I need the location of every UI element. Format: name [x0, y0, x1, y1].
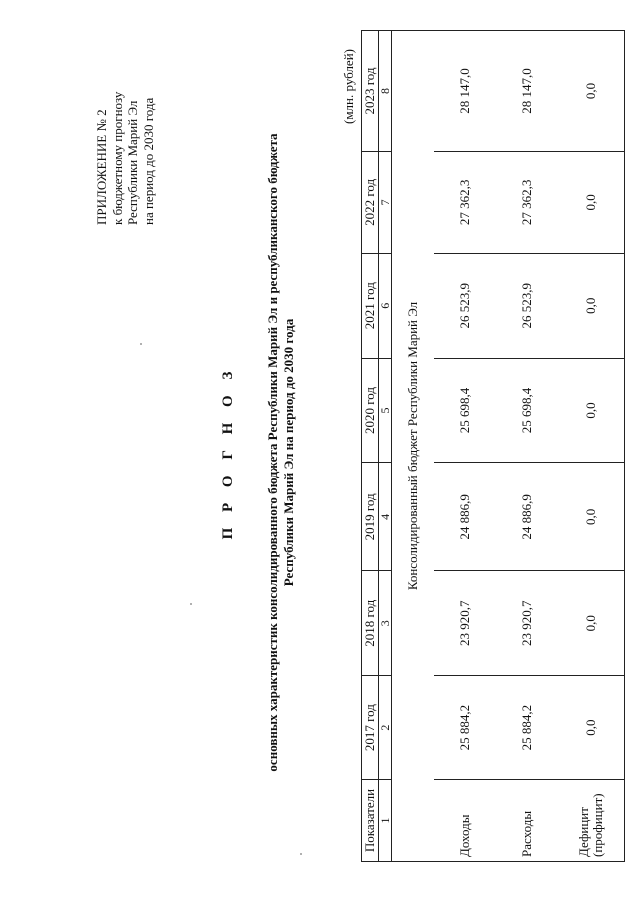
budget-table	[361, 30, 625, 862]
column-number: 4	[379, 463, 392, 571]
row-label-line: Дефицит	[576, 807, 591, 857]
annex-block	[94, 25, 156, 225]
row-label: Расходы	[496, 780, 558, 862]
column-header: 2021 год	[362, 253, 379, 358]
table-cell: 28 147,0	[434, 31, 496, 152]
table-cell: 0,0	[558, 358, 625, 463]
subtitle-line: основных характеристик консолидированного бюджета Республики Марий Эл и республиканского бюджета	[265, 133, 280, 772]
table-row	[558, 31, 625, 862]
scan-speck	[140, 343, 142, 345]
row-label	[558, 780, 625, 862]
column-header: 2018 год	[362, 571, 379, 676]
table-cell: 27 362,3	[496, 151, 558, 253]
column-header: 2020 год	[362, 358, 379, 463]
table-row	[496, 31, 558, 862]
column-number: 7	[379, 151, 392, 253]
document-subtitle	[265, 0, 296, 905]
table-cell: 26 523,9	[496, 253, 558, 358]
section-title: Консолидированный бюджет Республики Марий Эл	[392, 31, 435, 862]
table-cell: 0,0	[558, 463, 625, 571]
column-number: 5	[379, 358, 392, 463]
table-cell: 24 886,9	[434, 463, 496, 571]
subtitle-line: Республики Марий Эл на период до 2030 года	[280, 318, 296, 587]
row-label-line: (профицит)	[590, 793, 605, 857]
column-number: 3	[379, 571, 392, 676]
scan-speck	[190, 603, 192, 605]
annex-line: к бюджетному прогнозу	[109, 91, 125, 225]
table-cell: 0,0	[558, 31, 625, 152]
table-cell: 0,0	[558, 253, 625, 358]
table-cell: 0,0	[558, 571, 625, 676]
annex-number: ПРИЛОЖЕНИЕ № 2	[94, 109, 109, 225]
column-header: 2022 год	[362, 151, 379, 253]
row-label: Доходы	[434, 780, 496, 862]
column-number: 1	[379, 780, 392, 862]
column-number: 2	[379, 676, 392, 780]
column-number: 8	[379, 31, 392, 152]
section-row	[392, 31, 435, 862]
scan-speck	[300, 853, 302, 855]
column-number-row	[379, 31, 392, 862]
table-cell: 28 147,0	[496, 31, 558, 152]
table-cell: 26 523,9	[434, 253, 496, 358]
column-header: 2019 год	[362, 463, 379, 571]
table-cell: 23 920,7	[496, 571, 558, 676]
units-note: (млн. рублей)	[341, 49, 356, 124]
annex-line: на период до 2030 года	[140, 97, 156, 225]
annex-line: Республики Марий Эл	[125, 100, 140, 225]
table-cell: 24 886,9	[496, 463, 558, 571]
column-header: Показатели	[362, 780, 379, 862]
table-cell: 25 884,2	[496, 676, 558, 780]
table-cell: 25 884,2	[434, 676, 496, 780]
table-cell: 0,0	[558, 151, 625, 253]
table-cell: 27 362,3	[434, 151, 496, 253]
table-cell: 0,0	[558, 676, 625, 780]
table-cell: 25 698,4	[434, 358, 496, 463]
table-cell: 23 920,7	[434, 571, 496, 676]
column-header: 2017 год	[362, 676, 379, 780]
column-header: 2023 год	[362, 31, 379, 152]
document-title: П Р О Г Н О З	[220, 365, 236, 540]
header-row	[362, 31, 379, 862]
table-row	[434, 31, 496, 862]
table-cell: 25 698,4	[496, 358, 558, 463]
column-number: 6	[379, 253, 392, 358]
